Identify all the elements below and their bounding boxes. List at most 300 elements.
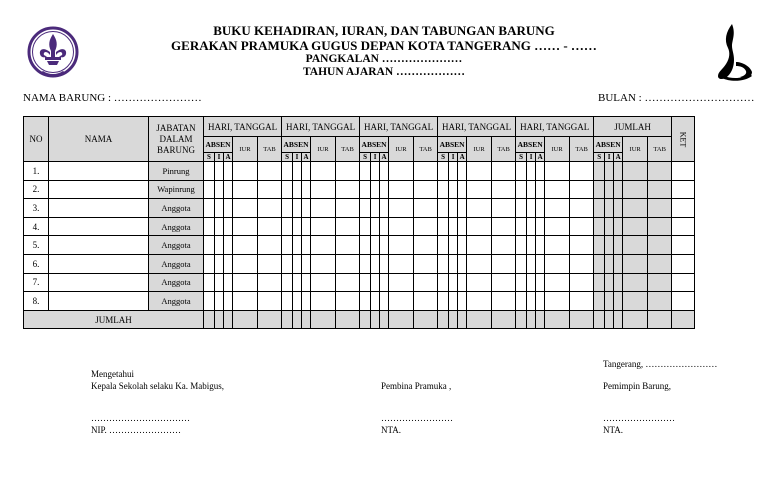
entry-cell[interactable]: [458, 273, 467, 292]
entry-cell[interactable]: [311, 236, 336, 255]
entry-cell[interactable]: [516, 236, 527, 255]
entry-cell[interactable]: [492, 292, 516, 311]
entry-cell[interactable]: [224, 180, 233, 199]
entry-cell[interactable]: [293, 254, 302, 273]
entry-cell[interactable]: [389, 292, 414, 311]
entry-cell[interactable]: [458, 199, 467, 218]
entry-cell[interactable]: [536, 254, 545, 273]
entry-cell[interactable]: [233, 162, 258, 181]
entry-cell[interactable]: [311, 292, 336, 311]
total-cell[interactable]: [467, 310, 492, 329]
entry-cell[interactable]: [336, 180, 360, 199]
entry-cell[interactable]: [336, 162, 360, 181]
jumlah-cell[interactable]: [623, 162, 648, 181]
ket-cell[interactable]: [672, 273, 695, 292]
entry-cell[interactable]: [467, 217, 492, 236]
entry-cell[interactable]: [516, 180, 527, 199]
total-cell[interactable]: [614, 310, 623, 329]
ket-cell[interactable]: [672, 217, 695, 236]
ket-cell[interactable]: [672, 254, 695, 273]
entry-cell[interactable]: [545, 217, 570, 236]
jumlah-cell[interactable]: [605, 162, 614, 181]
total-cell[interactable]: [414, 310, 438, 329]
total-cell[interactable]: [204, 310, 215, 329]
entry-cell[interactable]: [215, 236, 224, 255]
entry-cell[interactable]: [570, 162, 594, 181]
bulan-label: BULAN : …………………………: [598, 92, 755, 104]
entry-cell[interactable]: [389, 199, 414, 218]
entry-cell[interactable]: [204, 236, 215, 255]
entry-cell[interactable]: [389, 162, 414, 181]
entry-cell[interactable]: [570, 273, 594, 292]
entry-cell[interactable]: [293, 162, 302, 181]
entry-cell[interactable]: [233, 180, 258, 199]
entry-cell[interactable]: [282, 199, 293, 218]
total-cell[interactable]: [545, 310, 570, 329]
entry-cell[interactable]: [302, 180, 311, 199]
entry-cell[interactable]: [414, 254, 438, 273]
entry-cell[interactable]: [380, 199, 389, 218]
nama-cell[interactable]: [49, 236, 149, 255]
entry-cell[interactable]: [282, 236, 293, 255]
entry-cell[interactable]: [438, 162, 449, 181]
entry-cell[interactable]: [467, 236, 492, 255]
entry-cell[interactable]: [204, 254, 215, 273]
jumlah-cell[interactable]: [614, 292, 623, 311]
entry-cell[interactable]: [570, 217, 594, 236]
entry-cell[interactable]: [380, 273, 389, 292]
entry-cell[interactable]: [449, 236, 458, 255]
nama-cell[interactable]: [49, 180, 149, 199]
jumlah-cell[interactable]: [648, 162, 672, 181]
entry-cell[interactable]: [204, 273, 215, 292]
entry-cell[interactable]: [380, 292, 389, 311]
entry-cell[interactable]: [233, 217, 258, 236]
table-row: [24, 292, 695, 311]
total-cell[interactable]: [458, 310, 467, 329]
entry-cell[interactable]: [258, 236, 282, 255]
izin-header: I: [449, 153, 458, 162]
entry-cell[interactable]: [516, 254, 527, 273]
entry-cell[interactable]: [204, 292, 215, 311]
entry-cell[interactable]: [302, 254, 311, 273]
total-cell[interactable]: [516, 310, 527, 329]
ket-cell[interactable]: [672, 292, 695, 311]
total-cell[interactable]: [536, 310, 545, 329]
jumlah-cell[interactable]: [648, 236, 672, 255]
jumlah-cell[interactable]: [605, 199, 614, 218]
ket-cell[interactable]: [672, 180, 695, 199]
entry-cell[interactable]: [389, 254, 414, 273]
entry-cell[interactable]: [536, 162, 545, 181]
entry-cell[interactable]: [467, 292, 492, 311]
entry-cell[interactable]: [414, 217, 438, 236]
entry-cell[interactable]: [336, 199, 360, 218]
jumlah-cell[interactable]: [623, 292, 648, 311]
total-cell[interactable]: [605, 310, 614, 329]
entry-cell[interactable]: [380, 180, 389, 199]
total-cell[interactable]: [215, 310, 224, 329]
entry-cell[interactable]: [282, 162, 293, 181]
jumlah-cell[interactable]: [594, 199, 605, 218]
entry-cell[interactable]: [467, 162, 492, 181]
entry-cell[interactable]: [224, 292, 233, 311]
entry-cell[interactable]: [311, 180, 336, 199]
entry-cell[interactable]: [545, 273, 570, 292]
total-cell[interactable]: [302, 310, 311, 329]
total-cell[interactable]: [282, 310, 293, 329]
entry-cell[interactable]: [449, 292, 458, 311]
mengetahui-label: Mengetahui: [91, 369, 134, 379]
entry-cell[interactable]: [224, 254, 233, 273]
entry-cell[interactable]: [282, 292, 293, 311]
entry-cell[interactable]: [458, 254, 467, 273]
entry-cell[interactable]: [438, 199, 449, 218]
entry-cell[interactable]: [414, 292, 438, 311]
entry-cell[interactable]: [336, 254, 360, 273]
jumlah-cell[interactable]: [614, 217, 623, 236]
entry-cell[interactable]: [360, 236, 371, 255]
entry-cell[interactable]: [527, 254, 536, 273]
alpa-header: A: [381, 153, 387, 161]
entry-cell[interactable]: [414, 180, 438, 199]
entry-cell[interactable]: [536, 180, 545, 199]
total-cell[interactable]: [233, 310, 258, 329]
entry-cell[interactable]: [545, 199, 570, 218]
entry-cell[interactable]: [282, 273, 293, 292]
entry-cell[interactable]: [233, 273, 258, 292]
entry-cell[interactable]: [570, 199, 594, 218]
entry-cell[interactable]: [215, 180, 224, 199]
entry-cell[interactable]: [360, 254, 371, 273]
entry-cell[interactable]: [536, 199, 545, 218]
total-cell[interactable]: [360, 310, 371, 329]
entry-cell[interactable]: [204, 180, 215, 199]
entry-cell[interactable]: [545, 254, 570, 273]
entry-cell[interactable]: [215, 162, 224, 181]
entry-cell[interactable]: [336, 236, 360, 255]
entry-cell[interactable]: [536, 236, 545, 255]
total-cell[interactable]: [258, 310, 282, 329]
entry-cell[interactable]: [467, 199, 492, 218]
jumlah-cell[interactable]: [605, 254, 614, 273]
entry-cell[interactable]: [371, 292, 380, 311]
nama-cell[interactable]: [49, 254, 149, 273]
entry-cell[interactable]: [536, 292, 545, 311]
entry-cell[interactable]: [492, 162, 516, 181]
entry-cell[interactable]: [215, 199, 224, 218]
jumlah-cell[interactable]: [605, 217, 614, 236]
entry-cell[interactable]: [371, 162, 380, 181]
iuran-header: IUR: [389, 137, 414, 162]
entry-cell[interactable]: [527, 199, 536, 218]
jumlah-cell[interactable]: [605, 180, 614, 199]
entry-cell[interactable]: [360, 199, 371, 218]
entry-cell[interactable]: [438, 180, 449, 199]
entry-cell[interactable]: [438, 217, 449, 236]
entry-cell[interactable]: [536, 273, 545, 292]
entry-cell[interactable]: [360, 217, 371, 236]
entry-cell[interactable]: [414, 162, 438, 181]
jumlah-cell[interactable]: [594, 162, 605, 181]
jumlah-cell[interactable]: [594, 273, 605, 292]
total-cell[interactable]: [492, 310, 516, 329]
jumlah-cell[interactable]: [623, 236, 648, 255]
entry-cell[interactable]: [380, 236, 389, 255]
entry-cell[interactable]: [527, 236, 536, 255]
total-cell[interactable]: [224, 310, 233, 329]
entry-cell[interactable]: [311, 254, 336, 273]
row-number: 3.: [24, 199, 49, 218]
entry-cell[interactable]: [233, 236, 258, 255]
nama-cell[interactable]: [49, 292, 149, 311]
jumlah-cell[interactable]: [594, 180, 605, 199]
entry-cell[interactable]: [458, 236, 467, 255]
total-cell[interactable]: [623, 310, 648, 329]
entry-cell[interactable]: [545, 236, 570, 255]
entry-cell[interactable]: [302, 162, 311, 181]
entry-cell[interactable]: [302, 273, 311, 292]
entry-cell[interactable]: [258, 217, 282, 236]
jumlah-cell[interactable]: [594, 236, 605, 255]
entry-cell[interactable]: [302, 217, 311, 236]
entry-cell[interactable]: [449, 273, 458, 292]
entry-cell[interactable]: [282, 217, 293, 236]
entry-cell[interactable]: [360, 180, 371, 199]
jumlah-cell[interactable]: [614, 199, 623, 218]
ket-cell[interactable]: [672, 236, 695, 255]
total-cell[interactable]: [371, 310, 380, 329]
entry-cell[interactable]: [536, 217, 545, 236]
entry-cell[interactable]: [570, 236, 594, 255]
entry-cell[interactable]: [233, 199, 258, 218]
entry-cell[interactable]: [467, 254, 492, 273]
entry-cell[interactable]: [492, 254, 516, 273]
total-cell[interactable]: [648, 310, 672, 329]
jumlah-cell[interactable]: [614, 273, 623, 292]
entry-cell[interactable]: [360, 273, 371, 292]
jumlah-cell[interactable]: [614, 254, 623, 273]
entry-cell[interactable]: [380, 217, 389, 236]
entry-cell[interactable]: [371, 180, 380, 199]
pemimpin-label: Pemimpin Barung,: [603, 381, 671, 391]
alpa-header: A: [303, 153, 309, 161]
entry-cell[interactable]: [371, 254, 380, 273]
entry-cell[interactable]: [438, 254, 449, 273]
entry-cell[interactable]: [311, 199, 336, 218]
entry-cell[interactable]: [336, 292, 360, 311]
entry-cell[interactable]: [527, 217, 536, 236]
entry-cell[interactable]: [336, 217, 360, 236]
ket-cell[interactable]: [672, 162, 695, 181]
entry-cell[interactable]: [293, 292, 302, 311]
jumlah-cell[interactable]: [594, 292, 605, 311]
entry-cell[interactable]: [371, 273, 380, 292]
total-cell[interactable]: [527, 310, 536, 329]
total-cell[interactable]: [293, 310, 302, 329]
entry-cell[interactable]: [258, 162, 282, 181]
total-cell[interactable]: [594, 310, 605, 329]
entry-cell[interactable]: [204, 217, 215, 236]
hari-tanggal-header: HARI, TANGGAL: [438, 117, 516, 137]
entry-cell[interactable]: [570, 180, 594, 199]
nama-cell[interactable]: [49, 162, 149, 181]
total-cell[interactable]: [570, 310, 594, 329]
entry-cell[interactable]: [293, 199, 302, 218]
total-cell[interactable]: [449, 310, 458, 329]
entry-cell[interactable]: [380, 162, 389, 181]
jumlah-cell[interactable]: [623, 217, 648, 236]
total-cell[interactable]: [311, 310, 336, 329]
nama-cell[interactable]: [49, 273, 149, 292]
entry-cell[interactable]: [224, 273, 233, 292]
jumlah-cell[interactable]: [614, 236, 623, 255]
entry-cell[interactable]: [380, 254, 389, 273]
entry-cell[interactable]: [233, 254, 258, 273]
jumlah-cell[interactable]: [594, 254, 605, 273]
entry-cell[interactable]: [311, 162, 336, 181]
entry-cell[interactable]: [492, 217, 516, 236]
entry-cell[interactable]: [215, 217, 224, 236]
total-cell[interactable]: [438, 310, 449, 329]
entry-cell[interactable]: [258, 199, 282, 218]
entry-cell[interactable]: [389, 236, 414, 255]
nama-cell[interactable]: [49, 217, 149, 236]
entry-cell[interactable]: [224, 217, 233, 236]
entry-cell[interactable]: [458, 217, 467, 236]
entry-cell[interactable]: [492, 236, 516, 255]
jumlah-cell[interactable]: [605, 236, 614, 255]
entry-cell[interactable]: [224, 199, 233, 218]
ket-cell[interactable]: [672, 199, 695, 218]
entry-cell[interactable]: [438, 273, 449, 292]
entry-cell[interactable]: [492, 199, 516, 218]
entry-cell[interactable]: [527, 180, 536, 199]
entry-cell[interactable]: [311, 273, 336, 292]
entry-cell[interactable]: [336, 273, 360, 292]
entry-cell[interactable]: [458, 162, 467, 181]
entry-cell[interactable]: [371, 217, 380, 236]
entry-cell[interactable]: [570, 292, 594, 311]
jumlah-cell[interactable]: [648, 254, 672, 273]
entry-cell[interactable]: [414, 236, 438, 255]
nama-cell[interactable]: [49, 199, 149, 218]
entry-cell[interactable]: [215, 254, 224, 273]
jumlah-cell[interactable]: [614, 180, 623, 199]
iuran-header: IUR: [545, 137, 570, 162]
entry-cell[interactable]: [449, 199, 458, 218]
total-cell[interactable]: [389, 310, 414, 329]
jumlah-cell[interactable]: [614, 162, 623, 181]
entry-cell[interactable]: [516, 162, 527, 181]
jumlah-cell[interactable]: [648, 180, 672, 199]
entry-cell[interactable]: [360, 162, 371, 181]
jumlah-cell[interactable]: [623, 199, 648, 218]
entry-cell[interactable]: [516, 273, 527, 292]
entry-cell[interactable]: [371, 199, 380, 218]
entry-cell[interactable]: [233, 292, 258, 311]
entry-cell[interactable]: [293, 180, 302, 199]
entry-cell[interactable]: [224, 236, 233, 255]
jumlah-cell[interactable]: [648, 292, 672, 311]
entry-cell[interactable]: [215, 273, 224, 292]
entry-cell[interactable]: [302, 236, 311, 255]
entry-cell[interactable]: [527, 292, 536, 311]
entry-cell[interactable]: [302, 292, 311, 311]
jumlah-cell[interactable]: [623, 254, 648, 273]
entry-cell[interactable]: [449, 180, 458, 199]
entry-cell[interactable]: [414, 199, 438, 218]
entry-cell[interactable]: [467, 273, 492, 292]
entry-cell[interactable]: [293, 273, 302, 292]
absen-header: ABSEN: [204, 137, 233, 153]
entry-cell[interactable]: [545, 292, 570, 311]
entry-cell[interactable]: [204, 162, 215, 181]
entry-cell[interactable]: [302, 199, 311, 218]
total-cell[interactable]: [380, 310, 389, 329]
total-ket-cell[interactable]: [672, 310, 695, 329]
total-cell[interactable]: [336, 310, 360, 329]
entry-cell[interactable]: [458, 180, 467, 199]
entry-cell[interactable]: [570, 254, 594, 273]
entry-cell[interactable]: [282, 254, 293, 273]
entry-cell[interactable]: [438, 292, 449, 311]
entry-cell[interactable]: [516, 292, 527, 311]
jumlah-cell[interactable]: [648, 273, 672, 292]
jumlah-cell[interactable]: [648, 217, 672, 236]
jumlah-cell[interactable]: [623, 180, 648, 199]
jumlah-cell[interactable]: [594, 217, 605, 236]
entry-cell[interactable]: [258, 180, 282, 199]
jumlah-cell[interactable]: [623, 273, 648, 292]
entry-cell[interactable]: [215, 292, 224, 311]
entry-cell[interactable]: [311, 217, 336, 236]
entry-cell[interactable]: [516, 217, 527, 236]
nama-header: NAMA: [49, 117, 149, 162]
entry-cell[interactable]: [545, 162, 570, 181]
entry-cell[interactable]: [527, 273, 536, 292]
entry-cell[interactable]: [414, 273, 438, 292]
entry-cell[interactable]: [293, 217, 302, 236]
entry-cell[interactable]: [527, 162, 536, 181]
entry-cell[interactable]: [467, 180, 492, 199]
entry-cell[interactable]: [282, 180, 293, 199]
jumlah-cell[interactable]: [605, 273, 614, 292]
entry-cell[interactable]: [293, 236, 302, 255]
entry-cell[interactable]: [258, 292, 282, 311]
entry-cell[interactable]: [449, 217, 458, 236]
entry-cell[interactable]: [449, 162, 458, 181]
entry-cell[interactable]: [389, 217, 414, 236]
entry-cell[interactable]: [545, 180, 570, 199]
entry-cell[interactable]: [371, 236, 380, 255]
entry-cell[interactable]: [438, 236, 449, 255]
entry-cell[interactable]: [360, 292, 371, 311]
entry-cell[interactable]: [204, 199, 215, 218]
jumlah-cell[interactable]: [648, 199, 672, 218]
jumlah-cell[interactable]: [605, 292, 614, 311]
entry-cell[interactable]: [258, 254, 282, 273]
entry-cell[interactable]: [224, 162, 233, 181]
entry-cell[interactable]: [258, 273, 282, 292]
entry-cell[interactable]: [389, 273, 414, 292]
entry-cell[interactable]: [516, 199, 527, 218]
entry-cell[interactable]: [389, 180, 414, 199]
entry-cell[interactable]: [449, 254, 458, 273]
entry-cell[interactable]: [492, 180, 516, 199]
entry-cell[interactable]: [458, 292, 467, 311]
entry-cell[interactable]: [492, 273, 516, 292]
